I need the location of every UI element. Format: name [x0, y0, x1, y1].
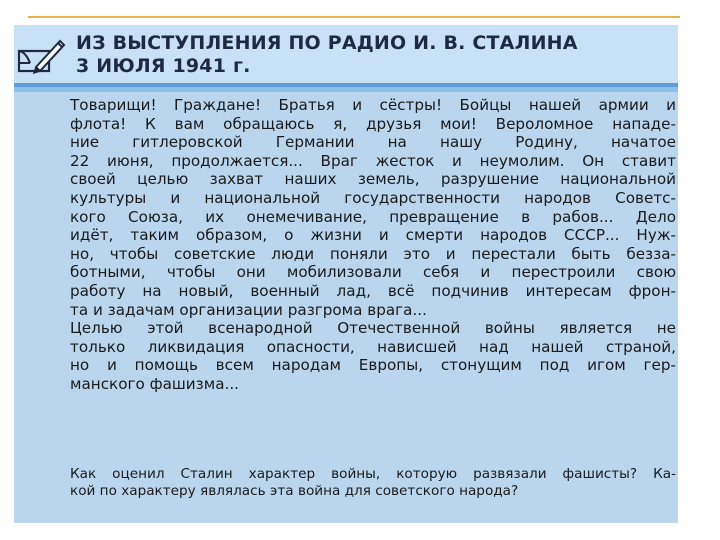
question-line: кой по характеру являлась эта война для советского народа?: [70, 483, 519, 499]
text-line: та и задачам организации разгрома врага...: [70, 300, 427, 319]
accent-bars: [14, 83, 678, 92]
text-line: Целью этой всенародной Отечественной войны является не: [70, 319, 676, 338]
top-rule: [28, 16, 680, 18]
question-line: Как оценил Сталин характер войны, которую развязали фашисты? Ка-: [70, 466, 676, 482]
header: [14, 25, 678, 85]
text-line: но, чтобы советские люди поняли это и перестали быть безза-: [70, 244, 676, 263]
text-line: своей целью захват наших земель, разрушение национальной: [70, 170, 676, 189]
text-line: идёт, таким образом, о жизни и смерти народов СССР... Нуж-: [70, 226, 676, 245]
title-line-2: 3 ИЮЛЯ 1941 г.: [76, 55, 251, 77]
text-line: работу на новый, военный лад, всё подчинив интересам фрон-: [70, 281, 676, 300]
text-line: 22 июня, продолжается... Враг жесток и неумолим. Он ставит: [70, 151, 676, 170]
text-line: манского фашизма...: [70, 374, 239, 393]
pen-writing-icon: [16, 33, 66, 77]
text-line: только ликвидация опасности, нависшей над нашей страной,: [70, 337, 676, 356]
accent-bar-light: [14, 87, 678, 92]
text-line: но и помощь всем народам Европы, стонущим под игом гер-: [70, 356, 676, 375]
study-question: [70, 466, 676, 500]
text-line: кого Союза, их онемечивание, превращение в рабов... Дело: [70, 207, 676, 226]
textbook-page: [14, 25, 678, 523]
text-line: флота! К вам обращаюсь я, друзья мои! Вероломное нападе-: [70, 114, 676, 133]
text-line: культуры и национальной государственности народов Советс-: [70, 188, 676, 207]
text-line: ботными, чтобы они мобилизовали себя и перестроили свою: [70, 263, 676, 282]
text-line: ние гитлеровской Германии на нашу Родину, начатое: [70, 133, 676, 152]
title-line-1: ИЗ ВЫСТУПЛЕНИЯ ПО РАДИО И. В. СТАЛИНА: [76, 32, 578, 54]
page-title: [76, 32, 578, 78]
text-line: Товарищи! Граждане! Братья и сёстры! Бойцы нашей армии и: [70, 96, 676, 114]
speech-excerpt: [70, 96, 676, 394]
